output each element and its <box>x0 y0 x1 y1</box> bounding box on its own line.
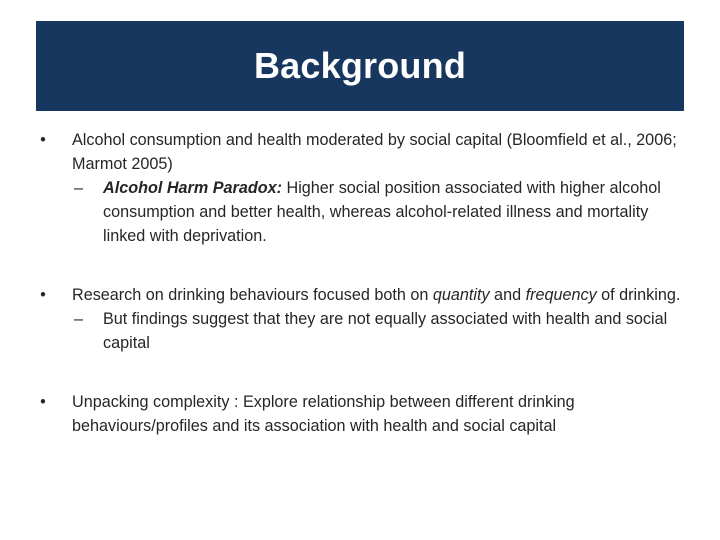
sub-bullet-item-2 <box>36 307 684 355</box>
sub-bullet-marker: – <box>74 179 84 197</box>
bullet-text-2-post: of drinking. <box>596 286 681 304</box>
bullet-list <box>36 128 684 438</box>
sub-bullet-item-1 <box>36 176 684 248</box>
bullet-item-2 <box>36 283 684 307</box>
bullet-marker: • <box>40 286 46 304</box>
slide-title: Background <box>253 45 467 86</box>
bullet-text-3: Unpacking complexity : Explore relationship between different drinking behaviours/profiles and its association with health and social capital <box>72 393 575 435</box>
title-bar <box>36 21 684 111</box>
sub-bullet-marker: – <box>74 310 84 328</box>
sub-bullet-text-1: Higher social position associated with higher alcohol consumption and better health, whereas alcohol-related illness and mortality linked with deprivation. <box>103 179 661 245</box>
bullet-item-1 <box>36 128 684 176</box>
bullet-marker: • <box>40 393 46 411</box>
bullet-item-3 <box>36 390 684 438</box>
bullet-text-2-frequency: frequency <box>525 286 597 304</box>
sub-bullet-emphasis-1: Alcohol Harm Paradox: <box>103 179 283 197</box>
bullet-text-1: Alcohol consumption and health moderated by social capital (Bloomfield et al., 2006; Marmot 2005) <box>72 131 677 173</box>
bullet-text-2-pre: Research on drinking behaviours focused both on <box>72 286 433 304</box>
bullet-text-2-mid: and <box>489 286 526 304</box>
sub-bullet-text-2: But findings suggest that they are not equally associated with health and social capital <box>103 310 668 352</box>
bullet-text-2-quantity: quantity <box>432 286 490 304</box>
bullet-marker: • <box>40 131 46 149</box>
